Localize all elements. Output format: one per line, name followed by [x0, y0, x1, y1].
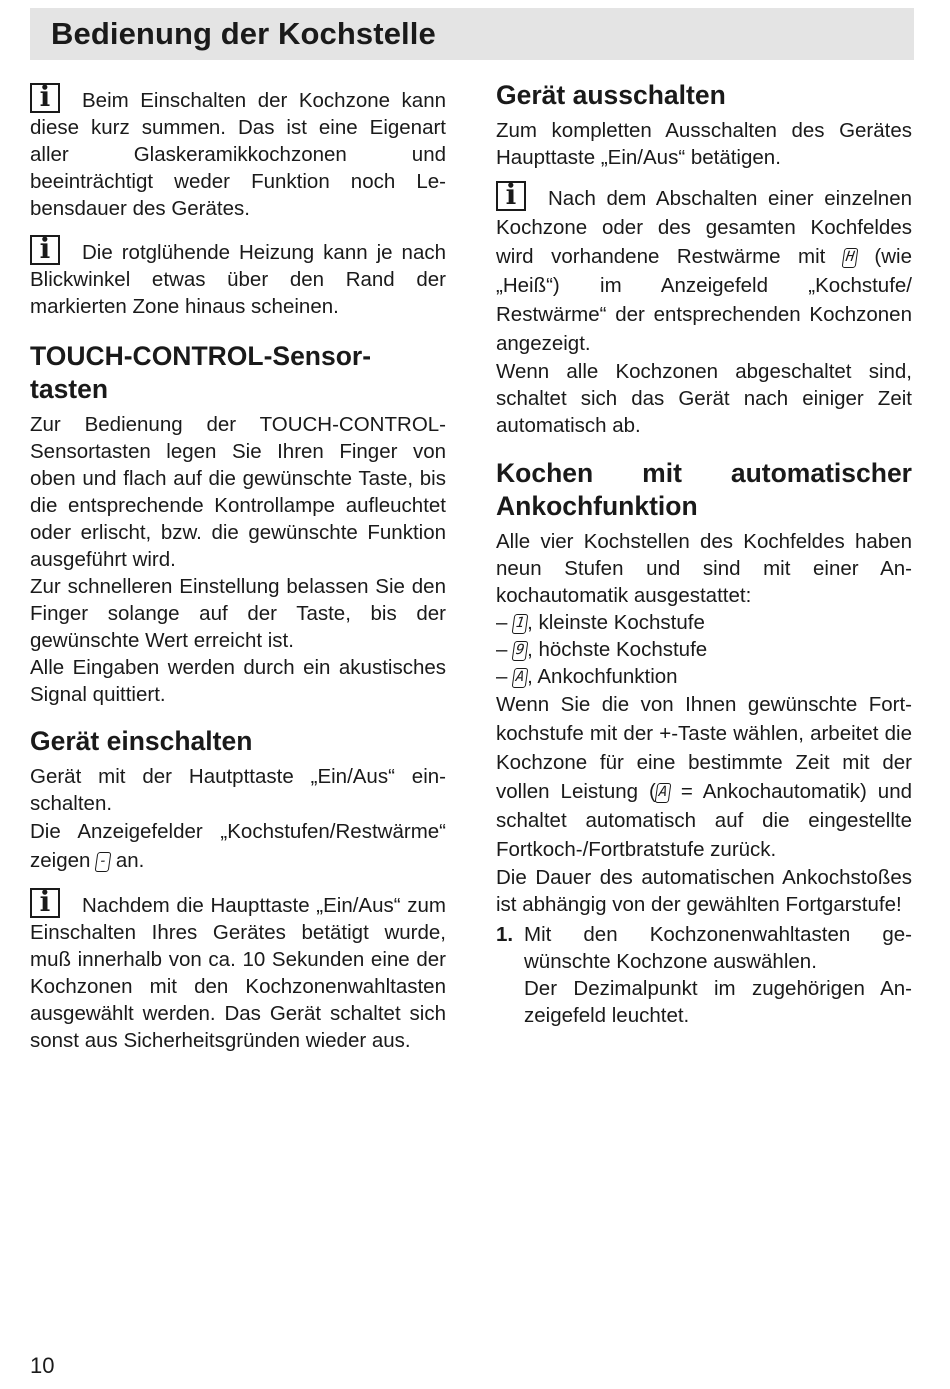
list-item: – 1, kleinste Kochstufe	[496, 611, 705, 634]
paragraph: Zur Bedienung der TOUCH-CONTROL-Sensortasten legen Sie Ihren Finger von oben und flach auf die gewünschte Taste, bis die entsprechende Kontrollampe aufleuchtet oder erlischt, bzw. die gewünschte Funktion ausgeführt wird.	[30, 413, 446, 571]
paragraph: Alle Eingaben werden durch ein akustisches Signal quittiert.	[30, 656, 446, 706]
page-number: 10	[30, 1353, 55, 1378]
paragraph: Wenn Sie die von Ihnen gewünschte Fortkochstufe mit der +-Taste wählen, arbeitet die Kochzone für eine bestimmte Zeit mit der vollen Leistung ( A = Ankochautomatik) und schaltet automatisch auf die eingestellte Fortkoch-/Fortbratstufe zurück.	[496, 693, 912, 861]
info-note-restwaerme: iNach dem Abschalten einer einzelnen Kochzone oder des gesamten Kochfeldes wird vorhandene Restwärme mit H (wie „Heiß“) im Anzeigefeld „Kochstufe/ Restwärme“ der entsprechenden Kochzonen angezeigt.	[496, 181, 912, 358]
step-number: 1.	[496, 923, 514, 946]
heading-geraet-einschalten: Gerät einschalten	[30, 726, 253, 756]
paragraph: Gerät mit der Hautpttaste „Ein/Aus“ einschalten.	[30, 765, 446, 815]
seven-segment-display-icon: 1	[512, 614, 529, 634]
list-item: – 9, höchste Kochstufe	[496, 638, 708, 661]
paragraph: Zum kompletten Ausschalten des Gerätes Haupttaste „Ein/Aus“ betätigen.	[496, 119, 912, 169]
list-item: – A, Ankochfunktion	[496, 665, 678, 688]
paragraph: Die Dauer des automatischen Ankochstoßes ist abhängig von der gewählten Fortgarstufe!	[496, 866, 912, 916]
info-icon	[30, 235, 60, 265]
info-icon	[30, 888, 60, 918]
paragraph: Mit den Kochzonenwahltasten gewünschte Kochzone auswählen.	[524, 923, 912, 973]
seven-segment-display-icon: -	[95, 852, 112, 872]
paragraph: Zur schnelleren Einstellung belassen Sie den Finger solange auf der Taste, bis der gewünschte Wert erreicht ist.	[30, 575, 446, 652]
numbered-step	[496, 921, 912, 1029]
info-icon	[30, 83, 60, 113]
paragraph: Alle vier Kochstellen des Kochfeldes haben neun Stufen und sind mit einer Ankochautomatik ausgestattet:	[496, 530, 912, 607]
heading-ankochfunktion: Kochen mit automatischer Ankochfunktion	[496, 458, 912, 521]
seven-segment-display-icon: A	[512, 668, 529, 688]
page-title: Bedienung der Kochstelle	[51, 16, 436, 51]
info-note-haupttaste: iNachdem die Haupttaste „Ein/Aus“ zum Einschalten Ihres Gerätes betätigt wurde, muß innerhalb von ca. 10 Sekunden eine der Kochzonen mit den Kochzonenwahltasten ausgewählt werden. Das Gerät schaltet sich sonst aus Sicherheitsgründen wieder aus.	[30, 888, 446, 1054]
seven-segment-display-icon: A	[654, 783, 671, 803]
info-note-heizung: iDie rotglühende Heizung kann je nach Blickwinkel etwas über den Rand der markierten Zone hinaus scheinen.	[30, 235, 446, 320]
heading-touch-control: TOUCH-CONTROL-Sensor-tasten	[30, 341, 372, 404]
step-body	[524, 921, 912, 1029]
plus-icon: +	[659, 722, 672, 745]
page-header	[30, 8, 914, 60]
left-column	[30, 83, 446, 1054]
paragraph: Die Anzeigefelder „Kochstufen/Restwärme“ zeigen - an.	[30, 820, 446, 872]
seven-segment-display-icon: H	[841, 248, 858, 268]
paragraph: Wenn alle Kochzonen abgeschaltet sind, schaltet sich das Gerät nach einiger Zeit automatisch ab.	[496, 360, 912, 437]
paragraph: Der Dezimalpunkt im zugehörigen Anzeigefeld leuchtet.	[524, 977, 912, 1027]
info-icon	[496, 181, 526, 211]
right-column	[496, 79, 912, 1029]
heading-geraet-ausschalten: Gerät ausschalten	[496, 80, 726, 110]
seven-segment-display-icon: 9	[512, 641, 529, 661]
info-note-summen: iBeim Einschalten der Kochzone kann diese kurz summen. Das ist eine Eigenart aller Glaskeramikkochzonen und beeinträchtigt weder Funktion noch Lebensdauer des Gerätes.	[30, 83, 446, 222]
